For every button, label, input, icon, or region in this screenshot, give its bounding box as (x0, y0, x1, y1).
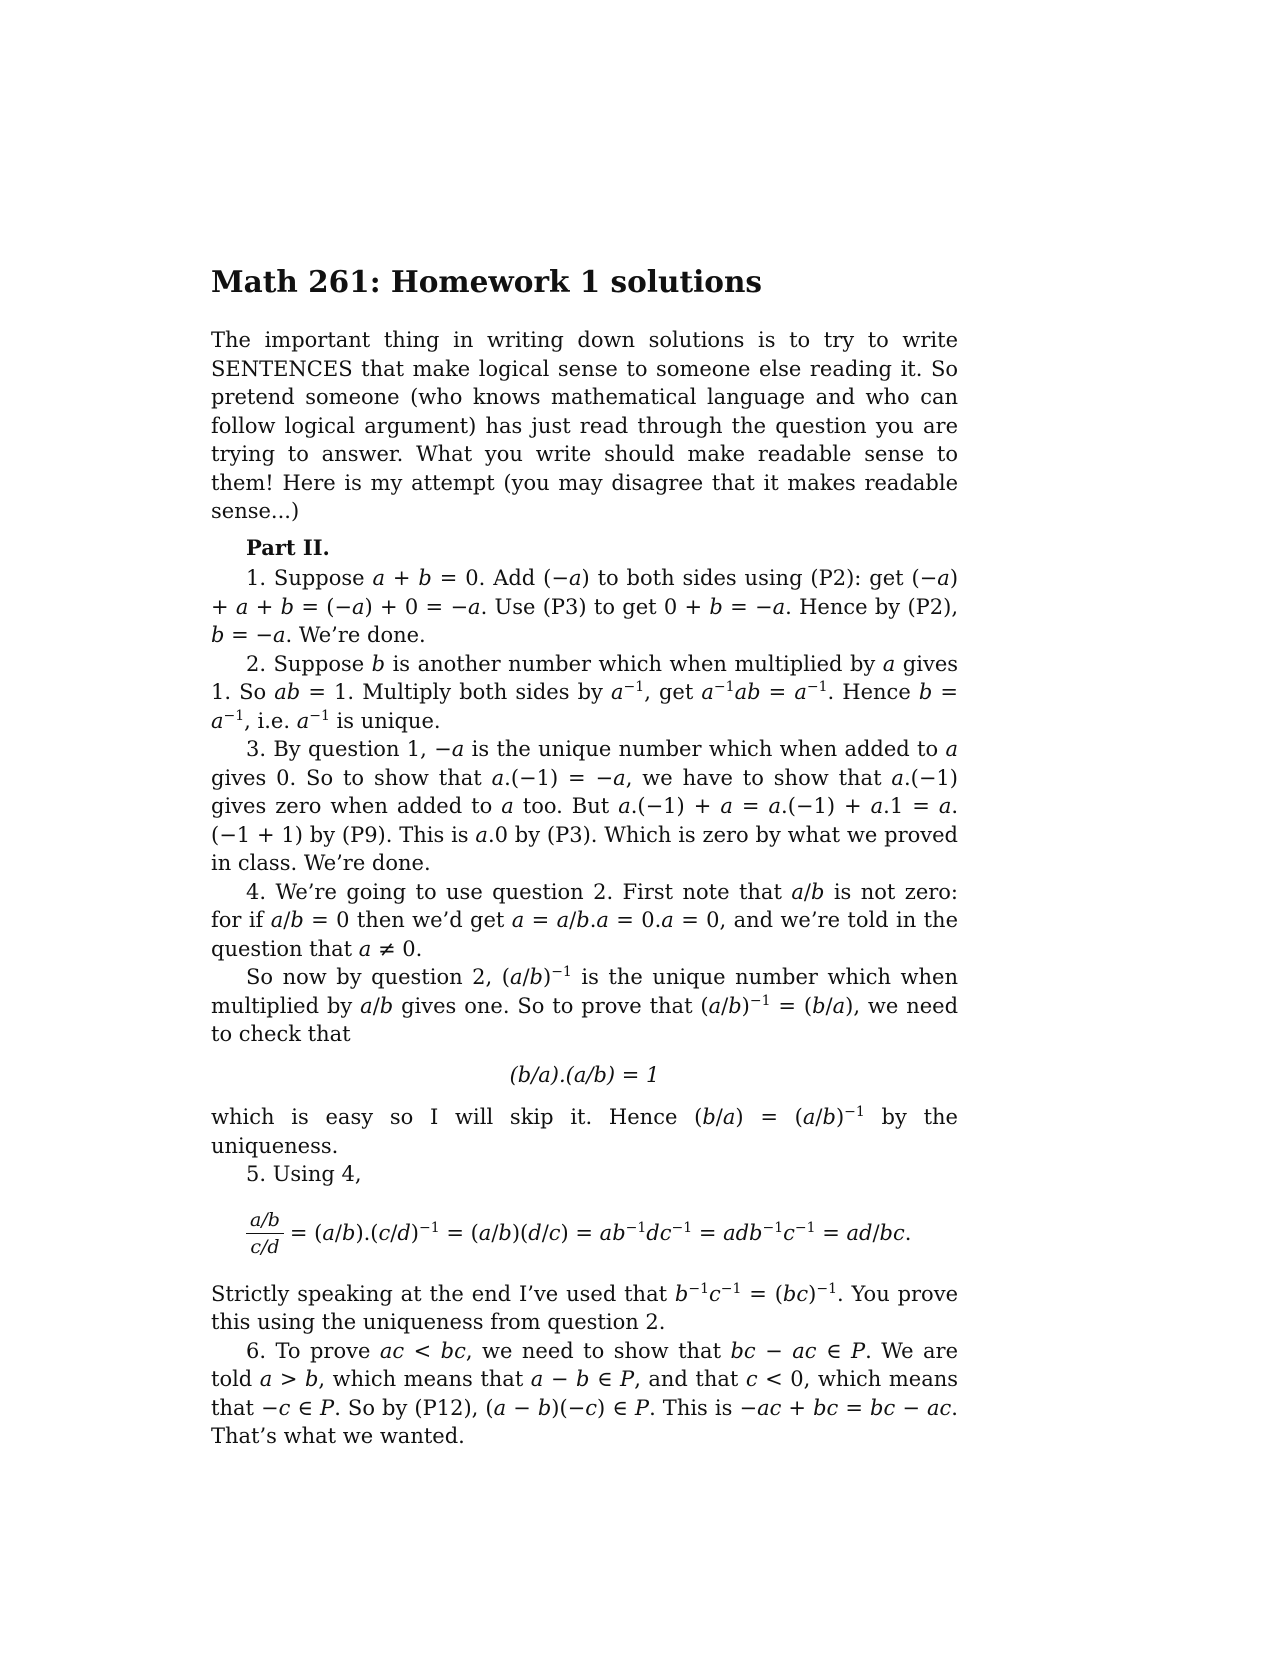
solution-4-continued: So now by question 2, $(a/b)^{-1}$ is the unique number which when multiplied by a/b gives one. So to prove that $(a/b)^{-1} = (b/a)$, we need to check that (211, 964, 959, 1046)
solution-5: 5. Using 4, (246, 1162, 362, 1186)
document-body (211, 262, 958, 1451)
fraction-denominator: c/d (250, 1235, 280, 1258)
intro-paragraph: The important thing in writing down solutions is to try to write SENTENCES that make logical sense to someone else reading it. So pretend someone (who knows mathematical language and who can follow logical argument) has just read through the question you are trying to answer. What you write should make readable sense to them! Here is my attempt (you may disagree that it makes readable sense...) (211, 328, 958, 523)
solution-2: 2. Suppose b is another number which when multiplied by a gives 1. So ab = 1. Multiply both sides by $a^{-1}$, get $a^{-1}ab = a^{-1}$. Hence $b = a^{-1}$, i.e. $a^{-1}$ is unique. (211, 651, 959, 733)
equation-q4: (b/a).(a/b) = 1 (509, 1062, 660, 1087)
part-title: Part II. (246, 534, 330, 560)
solution-6: 6. To prove ac < bc, we need to show that bc − ac ∈ P. We are told a > b, which means that a − b ∈ P, and that c < 0, which means that −c ∈ P. So by (P12), (a − b)(−c) ∈ P. This is −ac + bc = bc − ac. That’s what we wanted. (211, 1338, 959, 1448)
fraction (246, 1209, 284, 1258)
solution-4: 4. We’re going to use question 2. First note that a/b is not zero: for if a/b = 0 then we’d get a = a/b.a = 0.a = 0, and we’re told in the question that a ≠ 0. (211, 879, 959, 961)
equation-q5-rhs: = $(a/b).(c/d)^{-1} = (a/b)(d/c) = ab^{-1}dc^{-1} = adb^{-1}c^{-1} = ad/bc$. (289, 1219, 912, 1245)
fraction-numerator: a/b (246, 1209, 284, 1234)
solution-3: 3. By question 1, −a is the unique number which when added to a gives 0. So to show that a.(−1) = −a, we have to show that a.(−1) gives zero when added to a too. But a.(−1) + a = a.(−1) + a.1 = a.(−1 + 1) by (P9). This is a.0 by (P3). Which is zero by what we proved in class. We’re done. (211, 737, 959, 875)
page-title: Math 261: Homework 1 solutions (211, 264, 763, 299)
solution-1: 1. Suppose a + b = 0. Add (−a) to both sides using (P2): get (−a) + a + b = (−a) + 0 = −a. Use (P3) to get 0 + b = −a. Hence by (P2), b = −a. We’re done. (211, 566, 959, 647)
solution-5-note: Strictly speaking at the end I’ve used that $b^{-1}c^{-1} = (bc)^{-1}$. You prove this using the uniqueness from question 2. (211, 1280, 958, 1334)
solution-4-conclusion: which is easy so I will skip it. Hence $(b/a) = (a/b)^{-1}$ by the uniqueness. (211, 1104, 958, 1158)
equation-q5 (246, 1209, 958, 1258)
